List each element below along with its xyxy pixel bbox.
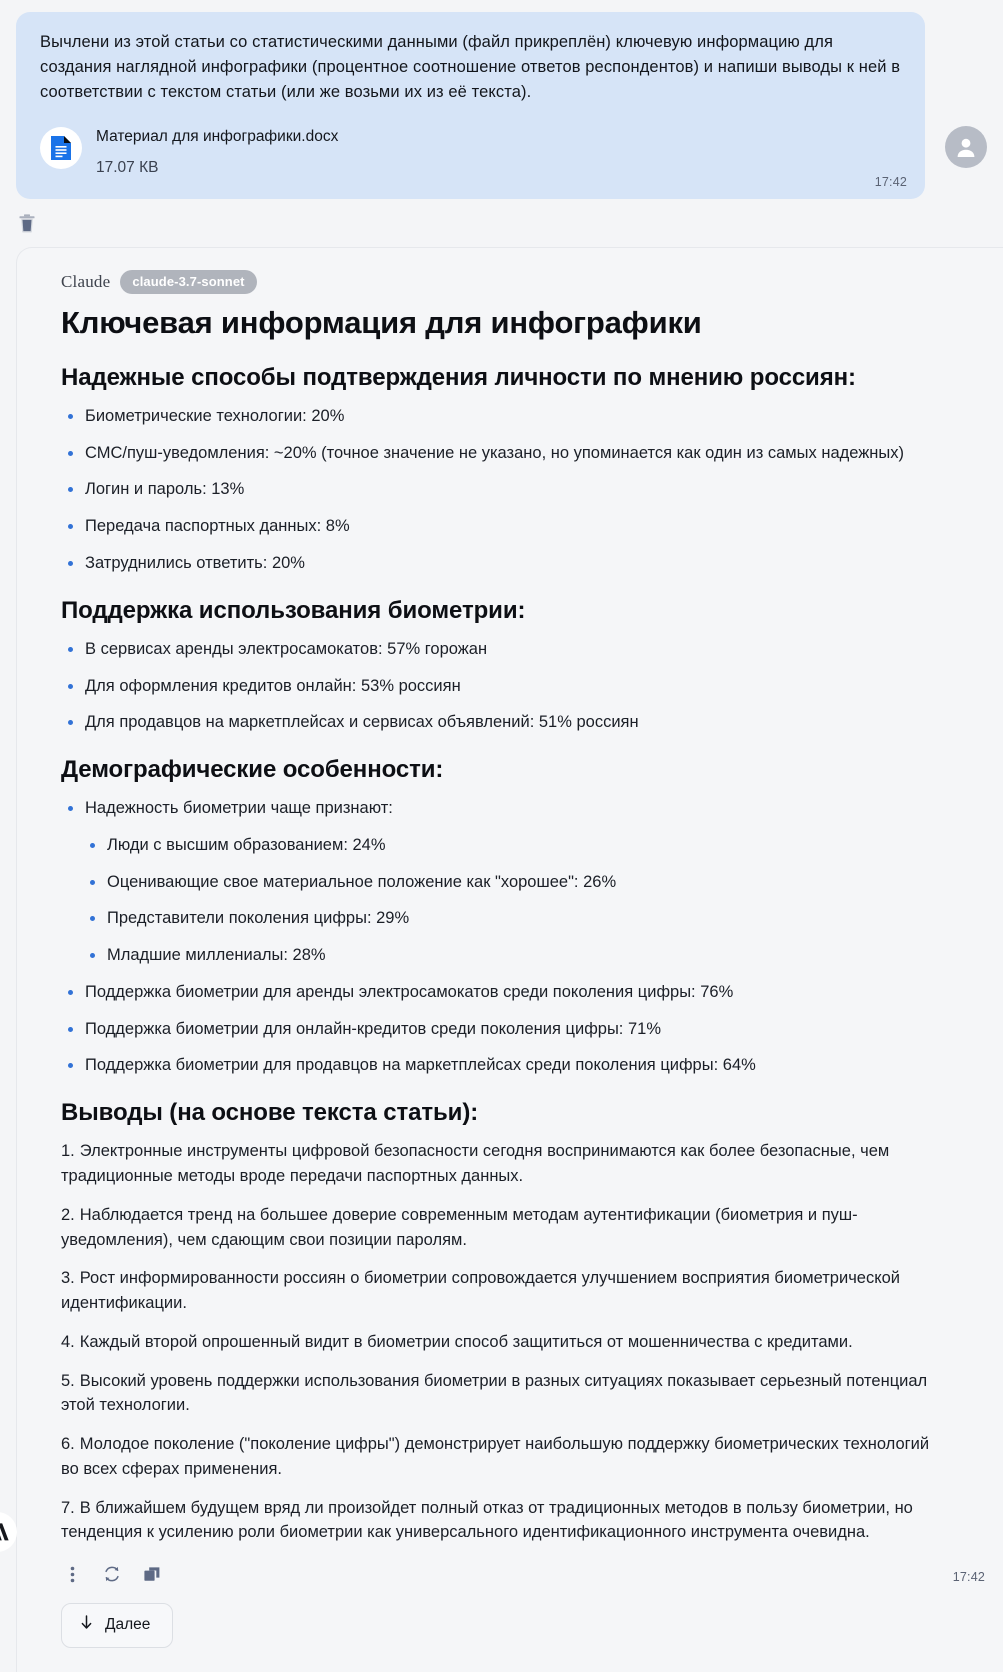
message-actions [61,1563,943,1589]
conclusion-item [61,1432,943,1482]
conclusion-number: 4. [61,1332,75,1351]
conclusion-number: 5. [61,1371,75,1390]
conclusion-text: Молодое поколение ("поколение цифры") демонстрирует наибольшую поддержку биометрических технологий во всех сферах применения. [61,1435,930,1478]
next-button-label: Далее [105,1616,151,1634]
assistant-message-card [16,247,1003,1672]
assistant-name: Claude [61,272,111,292]
sublist-item: Младшие миллениалы: 28% [85,943,943,968]
user-message-text: Вычлени из этой статьи со статистическими данными (файл прикреплён) ключевую информацию для создания наглядной инфографики (процентное соотношение ответов респондентов) и напиши выводы к ней в соответствии с текстом статьи (или же возьми их из её текста). [40,33,901,102]
conclusion-item [61,1139,943,1189]
conclusion-text: Наблюдается тренд на большее доверие современным методам аутентификации (биометрия и пуш-уведомления), чем сдающим свои позиции паролям. [61,1205,858,1249]
conclusion-item [61,1369,943,1419]
page-title: Ключевая информация для инфографики [61,305,702,341]
conclusion-number: 3. [61,1269,75,1288]
list-item: Передача паспортных данных: 8% [61,514,943,539]
sublist-item: Оценивающие свое материальное положение как "хорошее": 26% [85,870,943,895]
conclusion-item [61,1496,943,1546]
conclusion-text: Электронные инструменты цифровой безопасности сегодня воспринимаются как более безопасные, чем традиционные методы вроде передачи паспортных данных. [61,1142,890,1186]
list-item: Для оформления кредитов онлайн: 53% россиян [61,674,943,699]
conclusion-text: Каждый второй опрошенный видит в биометрии способ защититься от мошенничества с кредитами. [79,1332,853,1351]
conclusion-text: В ближайшем будущем вряд ли произойдет полный отказ от традиционных методов в пользу биометрии, но тенденция к усилению роли биометрии как универсального идентификационного инструмента очевидна. [61,1498,913,1542]
sublist-item: Представители поколения цифры: 29% [85,906,943,931]
assistant-message-timestamp: 17:42 [952,1570,985,1585]
list-item-label: Надежность биометрии чаще признают: [85,799,393,818]
attachment-file-name: Материал для инфографики.docx [96,128,339,146]
anthropic-logo-icon [0,1512,17,1552]
list-item-with-sublist [61,796,943,968]
conclusion-number: 7. [61,1498,75,1517]
section-heading-biometry-support: Поддержка использования биометрии: [61,596,526,624]
list-item: Биометрические технологии: 20% [61,404,943,429]
section-heading-reliable-methods: Надежные способы подтверждения личности по мнению россиян: [61,363,856,391]
trash-icon[interactable] [16,212,38,234]
section-heading-conclusions: Выводы (на основе текста статьи): [61,1099,479,1127]
attachment-card[interactable] [40,125,901,179]
user-message-row [0,12,1003,199]
conclusions-list [61,1139,943,1545]
copy-icon[interactable] [141,1563,163,1585]
section-heading-demographics: Демографические особенности: [61,756,444,784]
conclusion-item [61,1330,943,1355]
docx-file-icon [40,127,82,169]
list-item: СМС/пуш-уведомления: ~20% (точное значение не указано, но упоминается как один из самых надежных) [61,441,943,466]
assistant-header [61,270,943,294]
more-options-icon[interactable] [61,1563,83,1585]
model-badge: claude-3.7-sonnet [120,270,256,294]
user-message-timestamp: 17:42 [874,175,907,190]
conclusion-number: 6. [61,1435,75,1454]
arrow-down-icon [80,1615,93,1635]
list-biometry-support [61,637,943,735]
list-item: Логин и пароль: 13% [61,477,943,502]
conclusion-text: Высокий уровень поддержки использования биометрии в разных ситуациях показывает серьезный потенциал этой технологии. [61,1371,928,1415]
list-item: Поддержка биометрии для продавцов на маркетплейсах среди поколения цифры: 64% [61,1053,943,1078]
conclusion-item [61,1266,943,1316]
user-avatar-icon [945,126,987,168]
list-item: Для продавцов на маркетплейсах и сервисах объявлений: 51% россиян [61,710,943,735]
sublist-item: Люди с высшим образованием: 24% [85,833,943,858]
conclusion-number: 2. [61,1205,75,1224]
sublist-demographics [85,833,943,968]
list-item: Поддержка биометрии для аренды электросамокатов среди поколения цифры: 76% [61,980,943,1005]
conclusion-text: Рост информированности россиян о биометрии сопровождается улучшением восприятия биометрической идентификации. [61,1269,901,1313]
list-item: Поддержка биометрии для онлайн-кредитов среди поколения цифры: 71% [61,1017,943,1042]
conclusion-item [61,1203,943,1253]
list-item: В сервисах аренды электросамокатов: 57% горожан [61,637,943,662]
regenerate-icon[interactable] [101,1563,123,1585]
thread-toolbar [0,199,1003,247]
list-reliable-methods [61,404,943,576]
conclusion-number: 1. [61,1142,75,1161]
attachment-file-size: 17.07 КВ [96,159,159,177]
list-demographics [61,796,943,1078]
attachment-meta [96,125,338,179]
next-button[interactable] [61,1603,173,1648]
user-message-bubble [16,12,925,199]
list-item: Затруднились ответить: 20% [61,551,943,576]
